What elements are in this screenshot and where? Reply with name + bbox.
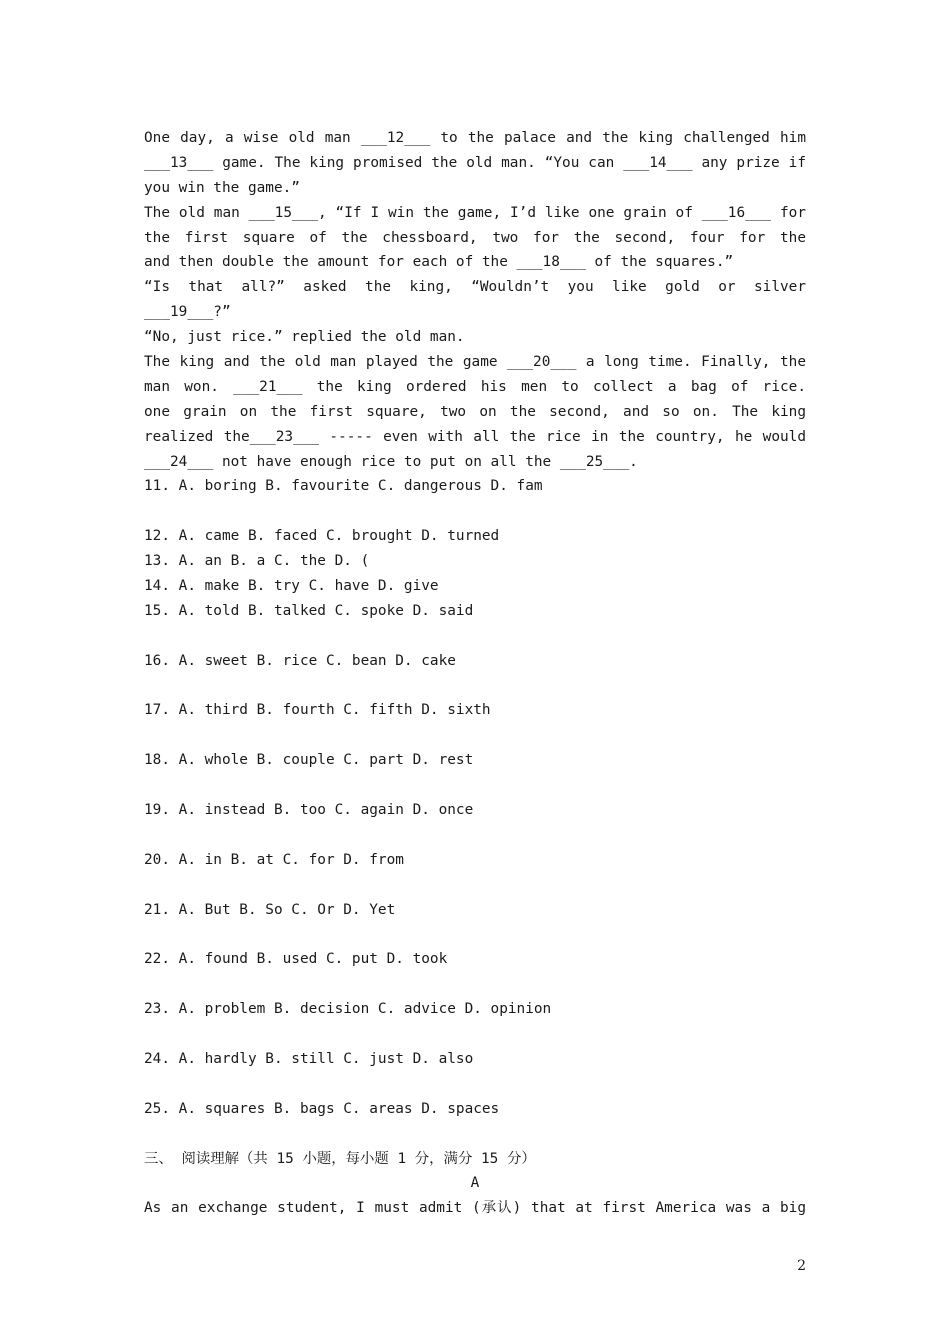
option-item: 23. A. problem B. decision C. advice D. opinion	[144, 1001, 552, 1018]
passage-line: man won. ___21___ the king ordered his men to collect a bag of rice.	[144, 378, 806, 395]
reading-section	[144, 1147, 806, 1222]
passage-line: “Is that all?” asked the king, “Wouldn’t you like gold or silver	[144, 279, 806, 296]
blank-line	[144, 723, 806, 748]
blank-line	[144, 1072, 806, 1097]
blank-line	[144, 972, 806, 997]
passage-line: The old man ___15___, “If I win the game, I’d like one grain of ___16___ for	[144, 204, 806, 221]
passage-line: One day, a wise old man ___12___ to the palace and the king challenged him	[144, 130, 806, 146]
blank-line	[144, 1122, 806, 1147]
blank-line	[144, 773, 806, 798]
option-item: 25. A. squares B. bags C. areas D. spaces	[144, 1100, 500, 1117]
option-item: 22. A. found B. used C. put D. took	[144, 951, 448, 968]
blank-line	[144, 674, 806, 699]
passage-line: ___19___?”	[144, 304, 231, 321]
blank-line	[144, 923, 806, 948]
passage-line: you win the game.”	[144, 179, 300, 196]
option-item: 21. A. But B. So C. Or D. Yet	[144, 901, 396, 918]
option-item: 12. A. came B. faced C. brought D. turned	[144, 528, 500, 545]
passage-line: ___24___ not have enough rice to put on all the ___25___.	[144, 453, 638, 470]
reading-passage-first-line: As an exchange student, I must admit (承认) that at first America was a big	[144, 1200, 806, 1217]
blank-line	[144, 1022, 806, 1047]
option-item: 16. A. sweet B. rice C. bean D. cake	[144, 652, 456, 669]
page-number: 2	[797, 1258, 806, 1274]
option-item: 13. A. an B. a C. the D. (	[144, 553, 370, 570]
option-item: 14. A. make B. try C. have D. give	[144, 578, 439, 595]
passage-line: and then double the amount for each of the ___18___ of the squares.”	[144, 254, 734, 271]
option-item: 19. A. instead B. too C. again D. once	[144, 802, 474, 819]
passage-line: ___13___ game. The king promised the old man. “You can ___14___ any prize if	[144, 154, 806, 171]
passage-line: the first square of the chessboard, two for the second, four for the	[144, 229, 806, 246]
option-item: 17. A. third B. fourth C. fifth D. sixth	[144, 702, 491, 719]
option-item: 20. A. in B. at C. for D. from	[144, 851, 404, 868]
passage-line: The king and the old man played the game ___20___ a long time. Finally, the	[144, 354, 806, 371]
passage-line: one grain on the first square, two on the second, and so on. The king	[144, 403, 806, 420]
passage-line: realized the___23___ ----- even with all the rice in the country, he would	[144, 428, 806, 445]
cloze-passage	[144, 126, 806, 474]
blank-line	[144, 624, 806, 649]
blank-line	[144, 823, 806, 848]
blank-line	[144, 499, 806, 524]
option-item: 11. A. boring B. favourite C. dangerous D. fam	[144, 478, 543, 495]
option-item: 18. A. whole B. couple C. part D. rest	[144, 752, 474, 769]
passage-line: “No, just rice.” replied the old man.	[144, 329, 465, 346]
blank-line	[144, 873, 806, 898]
passage-label: A	[470, 1175, 480, 1192]
option-item: 15. A. told B. talked C. spoke D. said	[144, 602, 474, 619]
section-heading: 三、 阅读理解（共 15 小题，每小题 1 分，满分 15 分）	[144, 1150, 536, 1167]
document-page	[144, 126, 806, 1221]
cloze-options-list	[144, 474, 806, 1146]
option-item: 24. A. hardly B. still C. just D. also	[144, 1050, 474, 1067]
